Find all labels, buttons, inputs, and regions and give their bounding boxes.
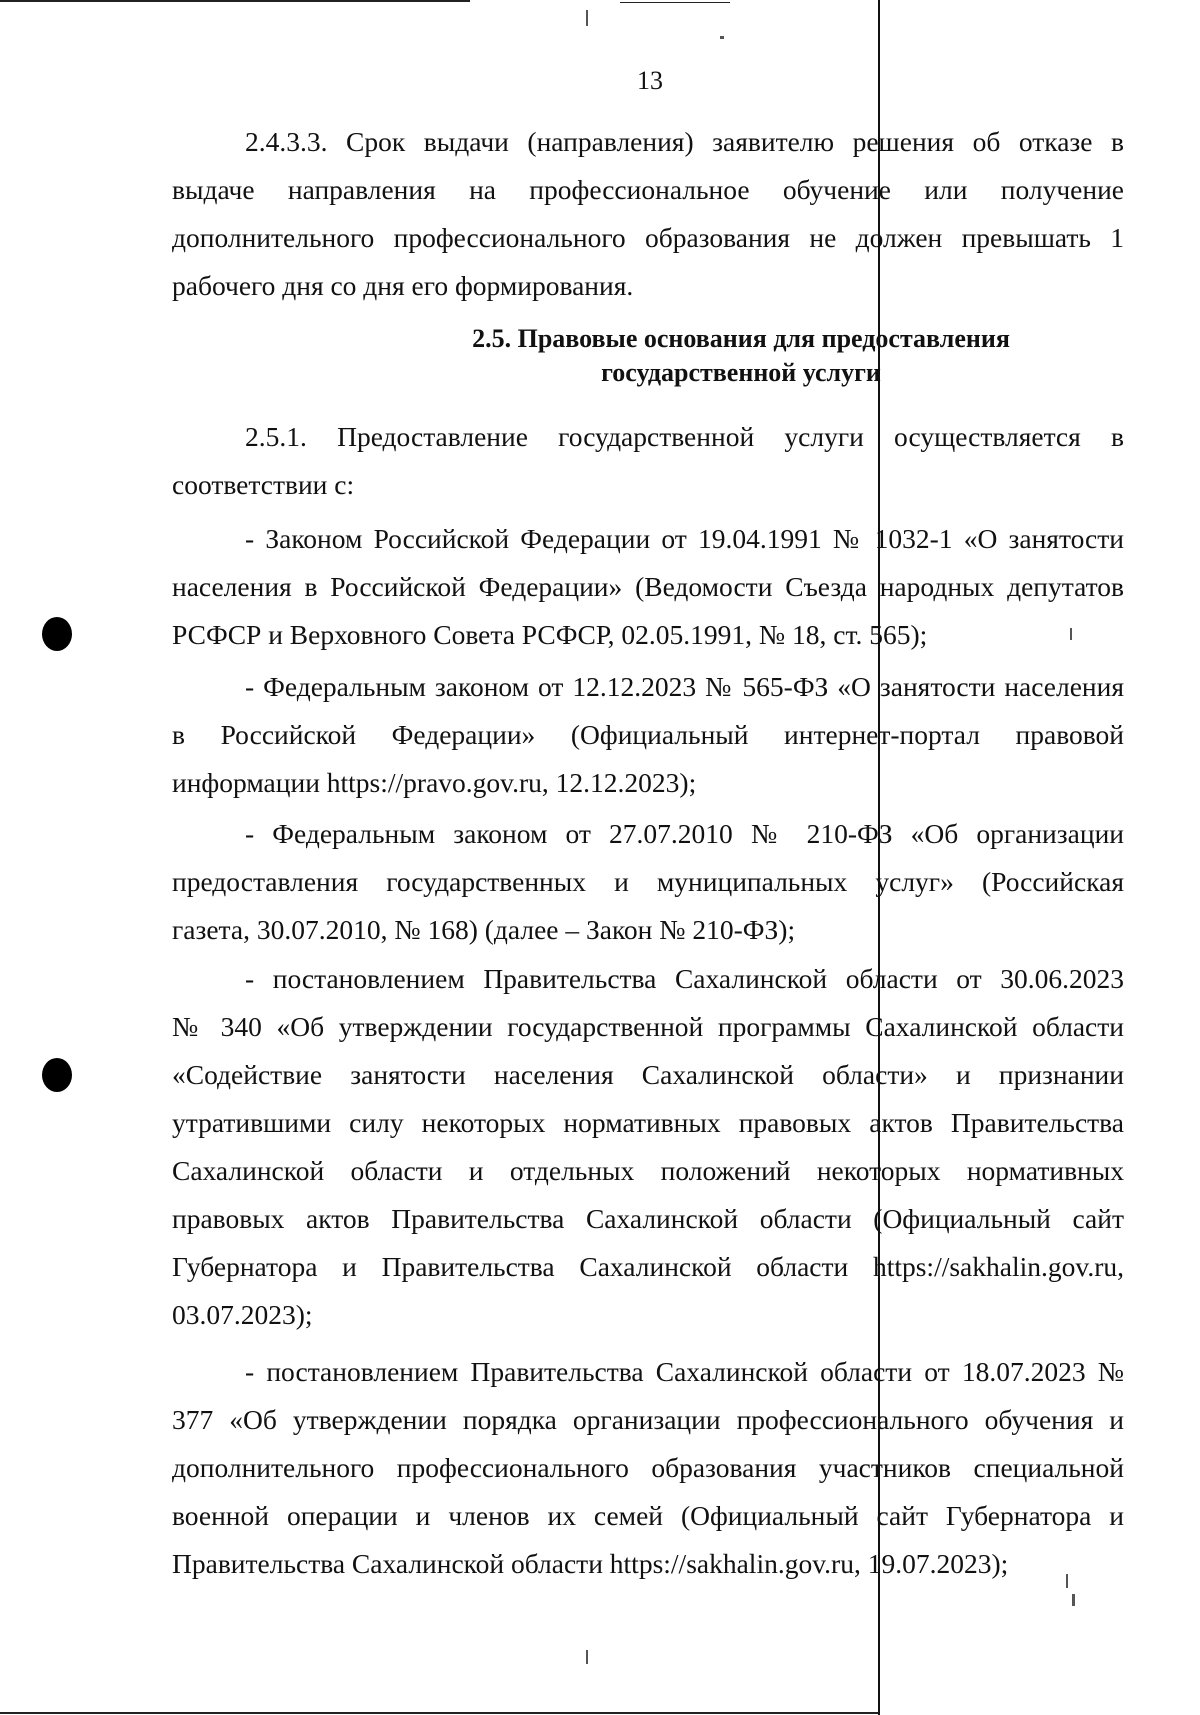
list-item-line: Губернатора и Правительства Сахалинской области https://sakhalin.gov.ru, bbox=[172, 1251, 1124, 1282]
list-item-line: дополнительного профессионального образования участников специальной bbox=[172, 1452, 1124, 1483]
list-item-line: - Законом Российской Федерации от 19.04.1991 № 1032-1 «О занятости bbox=[245, 523, 1124, 554]
scan-bottom-line bbox=[0, 1712, 878, 1714]
list-item-line: утратившими силу некоторых нормативных правовых актов Правительства bbox=[172, 1107, 1124, 1138]
punch-hole-mark bbox=[42, 617, 72, 651]
list-item-line: Правительства Сахалинской области https://sakhalin.gov.ru, 19.07.2023); bbox=[172, 1548, 1009, 1579]
list-item-line: - постановлением Правительства Сахалинской области от 18.07.2023 № bbox=[245, 1356, 1124, 1387]
list-item-line: - постановлением Правительства Сахалинской области от 30.06.2023 bbox=[245, 963, 1124, 994]
page-number: 13 bbox=[637, 66, 663, 95]
scan-top-line-right bbox=[620, 2, 730, 3]
list-item-line: 377 «Об утверждении порядка организации профессионального обучения и bbox=[172, 1404, 1124, 1435]
list-item-line: в Российской Федерации» (Официальный интернет-портал правовой bbox=[172, 719, 1124, 750]
list-item-line: «Содействие занятости населения Сахалинской области» и признании bbox=[172, 1059, 1124, 1090]
list-item-line: Сахалинской области и отдельных положений некоторых нормативных bbox=[172, 1155, 1124, 1186]
scan-speck bbox=[586, 1650, 588, 1664]
list-item-line: военной операции и членов их семей (Официальный сайт Губернатора и bbox=[172, 1500, 1124, 1531]
list-item-line: РСФСР и Верховного Совета РСФСР, 02.05.1991, № 18, ст. 565); bbox=[172, 619, 928, 650]
list-item-line: - Федеральным законом от 12.12.2023 № 565-ФЗ «О занятости населения bbox=[245, 671, 1124, 702]
scan-speck bbox=[720, 36, 724, 39]
list-item-line: газета, 30.07.2010, № 168) (далее – Закон № 210-ФЗ); bbox=[172, 914, 796, 945]
scan-speck bbox=[586, 10, 588, 26]
section-heading: 2.5. Правовые основания для предоставления bbox=[472, 324, 1010, 353]
paragraph-line: дополнительного профессионального образования не должен превышать 1 bbox=[172, 222, 1124, 253]
paragraph-line: 2.4.3.3. Срок выдачи (направления) заявителю решения об отказе в bbox=[245, 126, 1124, 157]
list-item-line: информации https://pravo.gov.ru, 12.12.2023); bbox=[172, 767, 697, 798]
list-item-line: предоставления государственных и муниципальных услуг» (Российская bbox=[172, 866, 1124, 897]
paragraph-line: соответствии с: bbox=[172, 469, 355, 500]
list-item-line: - Федеральным законом от 27.07.2010 № 210-ФЗ «Об организации bbox=[245, 818, 1124, 849]
paragraph-line: выдаче направления на профессиональное обучение или получение bbox=[172, 174, 1124, 205]
section-heading: государственной услуги bbox=[601, 358, 881, 387]
paragraph-line: 2.5.1. Предоставление государственной услуги осуществляется в bbox=[245, 421, 1124, 452]
list-item-line: правовых актов Правительства Сахалинской области (Официальный сайт bbox=[172, 1203, 1124, 1234]
list-item-line: 03.07.2023); bbox=[172, 1299, 313, 1330]
punch-hole-mark bbox=[42, 1058, 72, 1092]
scan-top-line bbox=[0, 0, 470, 2]
list-item-line: № 340 «Об утверждении государственной программы Сахалинской области bbox=[172, 1011, 1124, 1042]
paragraph-line: рабочего дня со дня его формирования. bbox=[172, 270, 634, 301]
list-item-line: населения в Российской Федерации» (Ведомости Съезда народных депутатов bbox=[172, 571, 1124, 602]
scan-speck bbox=[1072, 1594, 1075, 1606]
